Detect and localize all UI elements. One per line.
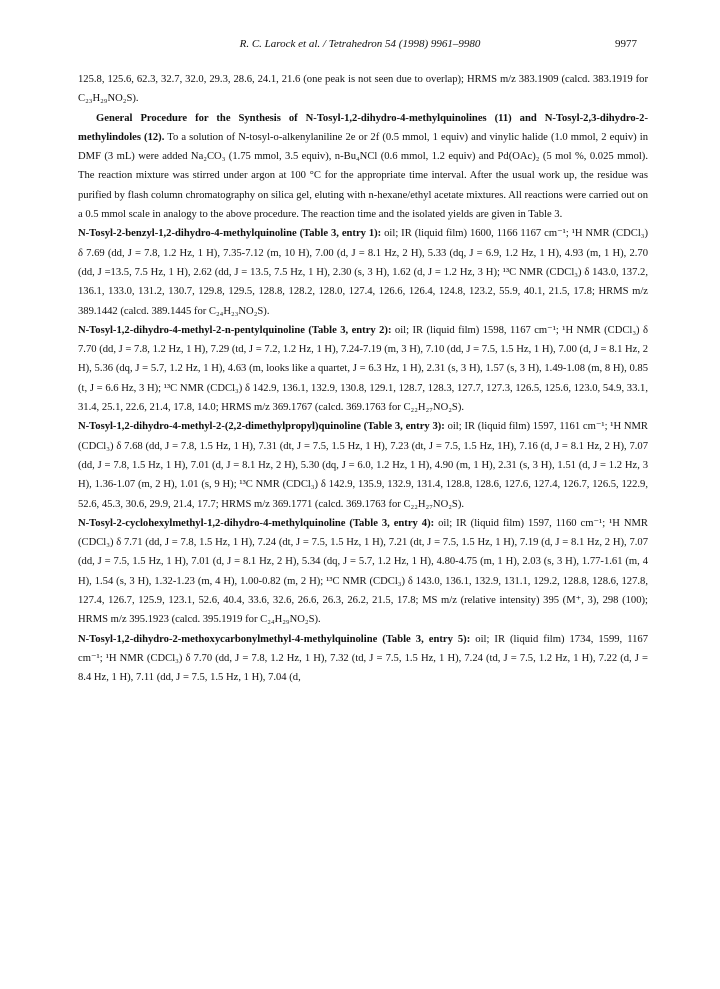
compound-data: oil; IR (liquid film) 1598, 1167 cm⁻¹; ¹H NMR (CDCl₃) δ 7.70 (dd, J = 7.8, 1.2 Hz, 1 H), 7.29 (td, J = 7.2, 1.2 Hz, 1 H), 7.24-7.19 (m, 3 H), 7.10 (dd, J = 7.5, 1.5 Hz, 1 H), 7.00 (d, J = 8.1 Hz, 2 H), 5.36 (dq, J = 5.7, 1.2 Hz, 1 H), 4.63 (m, looks like a quartet, J = 6.3 Hz, 1 H), 2.31 (s, 3 H), 1.57 (s, 3 H), 1.49-1.08 (m, 8 H), 0.85 (t, J = 6.6 Hz, 3 H); ¹³C NMR (CDCl₃) δ 142.9, 136.1, 132.9, 130.8, 129.1, 128.7, 128.3, 127.7, 127.3, 126.5, 125.6, 123.0, 54.9, 33.1, 31.4, 25.1, 22.6, 21.4, 17.8, 14.0; HRMS m/z 369.1767 (calcd. 369.1763 for C₂₂H₂₇NO₂S). [78,324,648,414]
compound-entry [78,630,648,688]
compound-data: oil; IR (liquid film) 1734, 1599, 1167 cm⁻¹; ¹H NMR (CDCl₃) δ 7.70 (dd, J = 7.8, 1.2 Hz, 1 H), 7.32 (td, J = 7.5, 1.5 Hz, 1 H), 7.24 (td, J = 7.5, 1.2 Hz, 1 H), 7.22 (d, J = 8.4 Hz, 1 H), 7.11 (dd, J = 7.5, 1.5 Hz, 1 H), 7.04 (d, [78,633,649,684]
paragraph [78,109,648,225]
compound-entry [78,417,648,513]
page-number: 9977 [615,38,637,50]
compound-entry [78,224,648,320]
compound-entry [78,321,648,417]
paragraph [78,70,648,109]
compound-entry [78,514,648,630]
paragraph-text: 125.8, 125.6, 62.3, 32.7, 32.0, 29.3, 28.6, 24.1, 21.6 (one peak is not seen due to overlap); HRMS m/z 383.1909 (calcd. 383.1919 for C₂₃H₂₉NO₂S). [78,74,648,105]
running-title: R. C. Larock et al. / Tetrahedron 54 (1998) 9961–9980 [239,38,481,50]
compound-heading: N-Tosyl-2-cyclohexylmethyl-1,2-dihydro-4-methylquinoline (Table 3, entry 4): [78,517,435,529]
compound-heading: N-Tosyl-1,2-dihydro-4-methyl-2-(2,2-dimethylpropyl)quinoline (Table 3, entry 3): [78,421,445,433]
compound-data: oil; IR (liquid film) 1600, 1166 1167 cm⁻¹; ¹H NMR (CDCl₃) δ 7.69 (dd, J = 7.8, 1.2 Hz, 1 H), 7.35-7.12 (m, 10 H), 7.00 (d, J = 8.1 Hz, 2 H), 5.33 (dq, J = 6.9, 1.2 Hz, 1 H), 4.93 (m, 1 H), 2.70 (dd, J =13.5, 7.5 Hz, 1 H), 2.62 (dd, J = 13.5, 7.5 Hz, 1 H), 2.30 (s, 3 H), 1.62 (d, J = 1.2 Hz, 3 H); ¹³C NMR (CDCl₃) δ 143.0, 137.2, 136.1, 133.0, 131.2, 130.7, 129.8, 129.5, 128.8, 128.2, 128.0, 127.4, 126.6, 126.4, 124.8, 123.2, 55.9, 40.1, 21.5, 17.8; HRMS m/z 389.1442 (calcd. 389.1445 for C₂₄H₂₃NO₂S). [78,228,648,317]
paragraph-text: To a solution of N-tosyl-o-alkenylaniline 2e or 2f (0.5 mmol, 1 equiv) and vinylic halide (1.0 mmol, 2 equiv) in DMF (3 mL) were added Na₂CO₃ (1.75 mmol, 3.5 equiv), n-Bu₄NCl (0.6 mmol, 1.2 equiv) and Pd(OAc)₂ (5 mol %, 0.025 mmol). The reaction mixture was stirred under argon at 100 °C for the appropriate time interval. After the usual work up, the residue was purified by flash column chromatography on silica gel, eluting with n-hexane/ethyl acetate mixtures. All reactions were carried out on a 0.5 mmol scale in analogy to the above procedure. The reaction time and the isolated yields are given in Table 3. [78,131,648,221]
compound-data: oil; IR (liquid film) 1597, 1161 cm⁻¹; ¹H NMR (CDCl₃) δ 7.68 (dd, J = 7.8, 1.5 Hz, 1 H), 7.31 (dt, J = 7.5, 1.5 Hz, 1 H), 7.23 (dt, J = 7.5, 1.5 Hz, 1H), 7.16 (d, J = 8.1 Hz, 2 H), 7.07 (dd, J = 7.8, 1.5 Hz, 1 H), 7.01 (d, J = 8.1 Hz, 2 H), 5.30 (dq, J = 6.0, 1.2 Hz, 1 H), 4.90 (m, 1 H), 2.31 (s, 3 H), 1.51 (d, J = 1.2 Hz, 3 H), 1.36-1.07 (m, 2 H), 1.01 (s, 9 H); ¹³C NMR (CDCl₃) δ 142.9, 135.9, 132.9, 131.4, 128.8, 128.6, 127.6, 127.4, 126.7, 126.5, 122.9, 52.6, 45.3, 30.6, 29.9, 21.4, 17.7; HRMS m/z 369.1771 (calcd. 369.1763 for C₂₂H₂₇NO₂S). [78,421,648,510]
compound-heading: N-Tosyl-1,2-dihydro-4-methyl-2-n-pentylquinoline (Table 3, entry 2): [78,324,392,336]
section-heading: General Procedure for the Synthesis of N-Tosyl-1,2-dihydro-4-methylquinolines (11) and N-Tosyl-2,3-dihydro-2-methylindoles (12). [78,112,648,143]
article-body [78,70,648,688]
compound-data: oil; IR (liquid film) 1597, 1160 cm⁻¹; ¹H NMR (CDCl₃) δ 7.71 (dd, J = 7.8, 1.5 Hz, 1 H), 7.24 (dt, J = 7.5, 1.5 Hz, 1 H), 7.21 (dt, J = 7.5, 1.5 Hz, 1 H), 7.19 (d, J = 8.1 Hz, 2 H), 7.07 (dd, J = 7.5, 1.5 Hz, 1 H), 7.01 (d, J = 8.1 Hz, 2 H), 5.34 (dq, J = 5.7, 1.2 Hz, 1 H), 4.80-4.75 (m, 1 H), 2.03 (s, 3 H), 1.77-1.61 (m, 4 H), 1.54 (s, 3 H), 1.32-1.23 (m, 4 H), 1.00-0.82 (m, 2 H); ¹³C NMR (CDCl₃) δ 143.0, 136.1, 132.9, 131.1, 129.2, 128.8, 128.6, 127.8, 127.4, 126.7, 125.9, 123.1, 52.6, 40.4, 33.6, 32.6, 26.6, 26.3, 26.2, 21.5, 17.8; MS m/z (relative intensity) 395 (M⁺, 3), 298 (100); HRMS m/z 395.1923 (calcd. 395.1919 for C₂₄H₂₉NO₂S). [78,517,649,626]
running-header [0,38,720,56]
compound-heading: N-Tosyl-2-benzyl-1,2-dihydro-4-methylquinoline (Table 3, entry 1): [78,228,382,240]
compound-heading: N-Tosyl-1,2-dihydro-2-methoxycarbonylmethyl-4-methylquinoline (Table 3, entry 5): [78,633,471,645]
